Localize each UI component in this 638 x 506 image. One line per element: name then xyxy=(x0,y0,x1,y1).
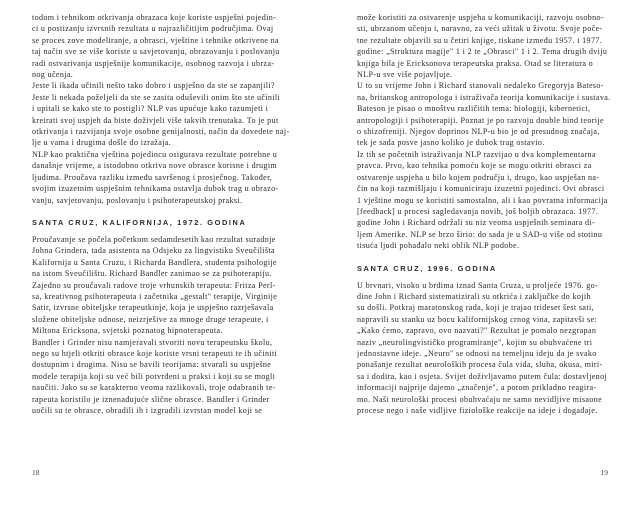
text-line: čin na koji razmišljaju i komuniciraju izuzetni pojedinci. Ovi obrasci xyxy=(357,184,605,194)
text-line: složene obiteljske odnose, neizrješive za mnoge druge terapeute, i xyxy=(32,314,269,324)
text-line: jednostavne ideje. „Neuro" se odnosi na temeljnu ideju da je svako xyxy=(357,348,597,358)
text-line: pravca. Prvo, kao tehnika pomoću koje se mogu otkriti obrasci za xyxy=(357,161,592,171)
text-line: procese nego i naše vidljive fiziološke reakcije na ideje i događaje. xyxy=(357,406,598,415)
text-line: ostvarenje uspjeha u bilo kojem području i, drugo, kao uspješan na- xyxy=(357,172,600,182)
text-line: sa i dodira, kao i osjeta. Svijet doživljavamo putem čula: dostavljenoj xyxy=(357,371,608,381)
text-line: dine John i Richard sistematizirali su otkrića i zaključke do kojih xyxy=(357,291,591,301)
text-line: ljudima. Proučava razliku između savršenog i prosječnog. Također, xyxy=(32,172,273,182)
text-line: Jeste li nekada poželjeli da ste se zasita oduševili onim što ste učinili xyxy=(32,92,281,102)
text-line: U brvnari, visoko u brdima iznad Santa Cruza, u proljeće 1976. go- xyxy=(357,280,599,290)
text-line: su došli. Potkraj maratonskog rada, koji je trajao trideset šest sati, xyxy=(357,303,594,313)
text-line: sa, kreativnog psihoterapeuta i začetnika „gestalt" terapije, Virginije xyxy=(32,291,278,301)
text-line: Bateson je pisao o mnoštvu različitih tema: biologiji, kibernetici, xyxy=(357,104,591,114)
text-line: NLP kao praktična vještina pojedincu osigurava rezultate potrebne u xyxy=(32,149,278,159)
text-line: mo. Naši neurološki procesi obuhvaćaju ne samo nevidljive misaone xyxy=(357,394,603,404)
text-line: ci u postizanju izvrsnih rezultata u najrazličitijim područjima. Ovaj xyxy=(32,24,274,34)
text-line: napravili su stanku uz bocu kalifornijskog crnog vina, zapitavši se: xyxy=(357,314,598,324)
text-line: Johna Grindera, tada asistenta na Odsjeku za lingvistiku Sveučilišta xyxy=(32,246,275,256)
text-line: naučiti. Jako su se karakterno veoma razlikovali, troje odabranih te- xyxy=(32,383,276,393)
text-line: današnje vrijeme, a istodobno otkriva nove obrasce korisne i drugim xyxy=(32,161,278,171)
text-line: i upitali se kako ste to postigli? NLP vas upućuje kako razumjeti i xyxy=(32,104,269,114)
right-section-heading: SANTA CRUZ, 1996. GODINA xyxy=(357,263,497,273)
right-page-number: 19 xyxy=(600,468,608,477)
left-text-column xyxy=(32,12,290,416)
text-line: modele terapija koji su već bili potvrđeni u praksi i koji su se mogli xyxy=(32,371,276,381)
text-line: rapeuta koristilo je iznenađujuće slične obrasce. Bandler i Grinder xyxy=(32,394,270,404)
text-line: sti, ubrzanom učenju i, naravno, za veći užitak u životu. Svoje poče- xyxy=(357,24,603,34)
text-line: knjiga bila je Ericksonova terapeutska praksa. Otad se literatura o xyxy=(357,58,594,68)
right-paragraph-naming xyxy=(357,280,615,417)
text-line: Bandler i Grinder nisu namjeravali stvoriti novu terapeutsku školu, xyxy=(32,337,273,347)
text-line: nog učenja. xyxy=(32,70,74,80)
right-text-column xyxy=(357,12,615,416)
text-line: dostupnim i drugima. Nisu se bavili teorijama: stvarali su uspješne xyxy=(32,360,272,370)
text-line: „Kako ćemo, zapravo, ovo nazvati?" Rezultat je pomalo nezgrapan xyxy=(357,326,597,336)
text-line: Proučavanje se počela početkom sedamdesetih kao rezultat suradnje xyxy=(32,234,276,244)
text-line: tisuća ljudi pohađalo neki oblik NLP podobe. xyxy=(357,241,520,251)
text-line: uočili su te obrasce, obradili ih i izgradili izvrstan model koji se xyxy=(32,406,263,415)
right-paragraph-origins xyxy=(357,12,615,252)
text-line: vanju, savjetovanju, poslovanju i psihoterapeutskoj praksi. xyxy=(32,195,243,205)
text-line: antropologiji i psihoterapiji. Poznat je po razvoju double bind teorije xyxy=(357,115,604,125)
text-line: 1 vještine mogu se koristiti samostalno, ali i kao povratna informacija xyxy=(357,195,608,205)
text-line: može koristiti za ostvarenje uspjeha u komunikaciji, razvoju osobno- xyxy=(357,13,604,22)
left-section-heading: SANTA CRUZ, KALIFORNIJA, 1972. GODINA xyxy=(32,217,247,227)
text-line: tek je sada posve jasno koliko je dubok trag ostavio. xyxy=(357,138,545,148)
text-line: todom i tehnikom otkrivanja obrazaca koje koriste uspješni pojedin- xyxy=(32,13,277,22)
text-line: Zajedno su proučavali radove troje vrhunskih terapeuta: Fritza Perl- xyxy=(32,280,276,290)
text-line: Iz tih se početnih istraživanja NLP razvijao u dva komplementarna xyxy=(357,149,596,159)
text-line: godine John i Richard održali su niz veoma uspješnih seminara di- xyxy=(357,218,596,228)
text-line: na istom Sveučilištu. Richard Bandler zanimao se za psihoterapiju. xyxy=(32,269,272,279)
right-page xyxy=(319,0,638,506)
text-line: Satir, izvrsne obiteljske terapeutkinje, koja je uspješno razrješavala xyxy=(32,303,274,313)
text-line: [feedback] u procesi sagledavanja novih, još boljih obrazaca. 1977. xyxy=(357,206,599,216)
text-line: na, britanskog antropologa i istraživača teorija komunikacije i sustava. xyxy=(357,92,611,102)
text-line: o shizofreniji. Njegov doprinos NLP-u bio je od presudnog značaja, xyxy=(357,127,600,137)
text-line: otkrivanja i razvijanja svoje osobne genijalnosti, način da dovedete naj- xyxy=(32,127,290,137)
text-line: NLP-u sve više pojavljuje. xyxy=(357,70,453,80)
text-line: godine: „Struktura magije" 1 i 2 te „Obrasci" 1 i 2. Tema drugih dviju xyxy=(357,47,608,57)
text-line: radi ostvarivanja uspješnije komunikacije, osobnog razvoja i ubrza- xyxy=(32,58,275,68)
text-line: svojim izuzetnim uspješnim tehnikama ostavlja dubok trag u obrazo- xyxy=(32,184,279,194)
text-line: Miltona Ericksona, svjetski poznatog hipnoterapeuta. xyxy=(32,326,223,336)
left-page-number: 18 xyxy=(32,468,40,477)
text-line: naziv „neurolingvističko programiranje", kojim su obuhvaćene tri xyxy=(357,337,593,347)
text-line: ljem Amerike. NLP se brzo širio: do sada je u SAD-u više od stotinu xyxy=(357,229,603,239)
text-line: lje u vama i drugima došle do izražaja. xyxy=(32,138,172,148)
text-line: taj način sve se više koriste u savjetovanju, obrazovanju i poslovanju xyxy=(32,47,280,57)
left-paragraph-intro xyxy=(32,12,290,206)
text-line: tne rezultate objavili su u četiri knjige, tiskane između 1957. i 1977. xyxy=(357,35,603,45)
text-line: se proces zove modeliranje, a obrasci, vještine i tehnike otkrivene na xyxy=(32,35,279,45)
text-line: informaciji najprije dajemo „značenje", a potom prikladno reagira- xyxy=(357,383,597,393)
text-line: U to su vrijeme John i Richard stanovali nedaleko Gregoryja Bateso- xyxy=(357,81,604,91)
text-line: ponašanje rezultat neuroloških procesa čula vida, sluha, okusa, miri- xyxy=(357,360,603,370)
text-line: Kalifornija u Santa Cruzu, i Richarda Bandlera, studenta psihologije xyxy=(32,257,277,267)
text-line: kreirati svoj uspjeh da biste doživjeli više takvih trenutaka. To je put xyxy=(32,115,279,125)
left-paragraph-history xyxy=(32,234,290,417)
text-line: Jeste li ikada učinili nešto tako dobro i uspješno da ste se zapanjili? xyxy=(32,81,275,91)
text-line: nego su htjeli otkriti obrasce koje koriste vrsni terapeuti te ih učiniti xyxy=(32,348,278,358)
